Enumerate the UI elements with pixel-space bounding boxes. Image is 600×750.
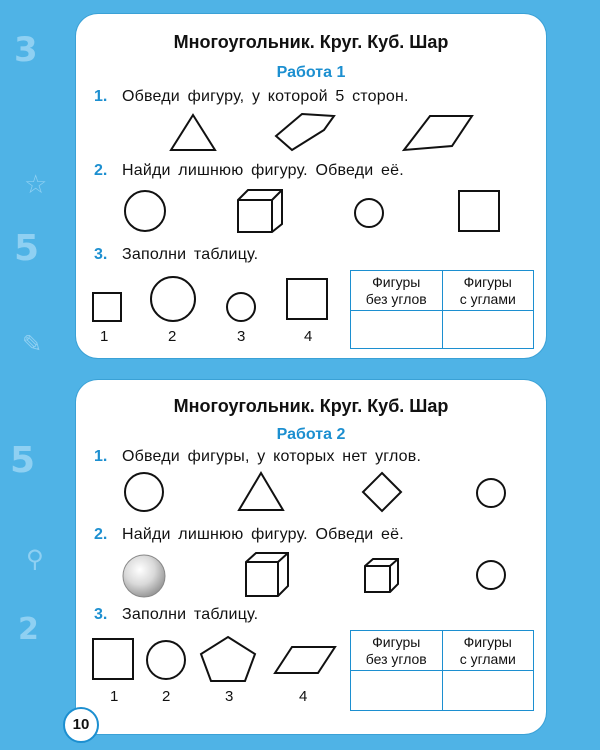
task-number: 1. (94, 88, 108, 105)
shape-label: 3 (237, 328, 246, 345)
answer-cell-with-corners[interactable] (442, 671, 534, 711)
section-title: Многоугольник. Круг. Куб. Шар (173, 32, 449, 52)
shape-label: 2 (168, 328, 177, 345)
square-shape (284, 276, 330, 322)
decorative-digit-3: 3 (14, 30, 38, 70)
task-number: 3. (94, 246, 108, 263)
parallelogram-shape (272, 644, 338, 676)
fill-table (350, 630, 534, 711)
triangle-shape[interactable] (168, 112, 218, 154)
decorative-magnifier-icon: ⚲ (26, 545, 44, 573)
task-text: Заполни таблицу. (122, 246, 259, 263)
page-number: 10 (63, 707, 99, 743)
header-line: Фигуры (463, 273, 512, 290)
header-line: с углами (459, 290, 516, 307)
square-shape (90, 636, 136, 682)
cube-shape[interactable] (242, 550, 292, 600)
small-circle-shape[interactable] (352, 196, 386, 230)
sphere-shape[interactable] (120, 552, 168, 600)
work-heading: Работа 1 (276, 64, 346, 81)
circle-shape[interactable] (122, 470, 166, 514)
small-cube-shape[interactable] (362, 556, 402, 596)
circle-shape (148, 274, 198, 324)
answer-cell-no-corners[interactable] (351, 671, 443, 711)
square-shape[interactable] (456, 188, 502, 234)
shape-label: 2 (162, 688, 171, 705)
shape-label: 4 (299, 688, 308, 705)
shape-label: 4 (304, 328, 313, 345)
task-text: Обведи фигуру, у которой 5 сторон. (122, 88, 409, 105)
shape-label: 3 (225, 688, 234, 705)
shape-label: 1 (100, 328, 109, 345)
table-header-with-corners (442, 631, 534, 671)
task-text: Найди лишнюю фигуру. Обведи её. (122, 526, 404, 543)
task-text: Обведи фигуры, у которых нет углов. (122, 448, 422, 465)
circle-shape[interactable] (122, 188, 168, 234)
header-line: Фигуры (372, 273, 421, 290)
decorative-digit-5: 5 (14, 228, 40, 269)
small-circle-shape[interactable] (474, 558, 508, 592)
task-number: 1. (94, 448, 108, 465)
decorative-pencil-icon: ✎ (22, 330, 43, 358)
header-line: без углов (365, 650, 427, 667)
diamond-shape[interactable] (360, 470, 404, 514)
answer-cell-with-corners[interactable] (442, 311, 534, 349)
work-1-card (76, 14, 546, 358)
decorative-digit-5: 5 (10, 440, 36, 481)
triangle-shape[interactable] (236, 470, 286, 514)
work-2-card (76, 380, 546, 734)
section-title: Многоугольник. Круг. Куб. Шар (173, 396, 449, 416)
pentagon-shape[interactable] (272, 110, 344, 154)
task-text: Заполни таблицу. (122, 606, 259, 623)
header-line: с углами (459, 650, 516, 667)
header-line: Фигуры (372, 633, 421, 650)
shape-label: 1 (110, 688, 119, 705)
task-number: 2. (94, 162, 108, 179)
cube-shape[interactable] (234, 186, 286, 236)
small-circle-shape[interactable] (474, 476, 508, 510)
circle-shape (144, 638, 188, 682)
table-header-no-corners (351, 631, 443, 671)
task-text: Найди лишнюю фигуру. Обведи её. (122, 162, 404, 179)
task-number: 3. (94, 606, 108, 623)
answer-cell-no-corners[interactable] (351, 311, 443, 349)
quadrilateral-shape[interactable] (400, 112, 476, 154)
decorative-star-icon: ☆ (24, 170, 48, 200)
table-header-with-corners (442, 271, 534, 311)
work-heading: Работа 2 (276, 426, 346, 443)
header-line: Фигуры (463, 633, 512, 650)
decorative-digit-2: 2 (18, 612, 39, 647)
fill-table (350, 270, 534, 349)
task-number: 2. (94, 526, 108, 543)
table-header-no-corners (351, 271, 443, 311)
square-shape (90, 290, 124, 324)
header-line: без углов (365, 290, 427, 307)
pentagon-shape (198, 634, 258, 684)
small-circle-shape (224, 290, 258, 324)
